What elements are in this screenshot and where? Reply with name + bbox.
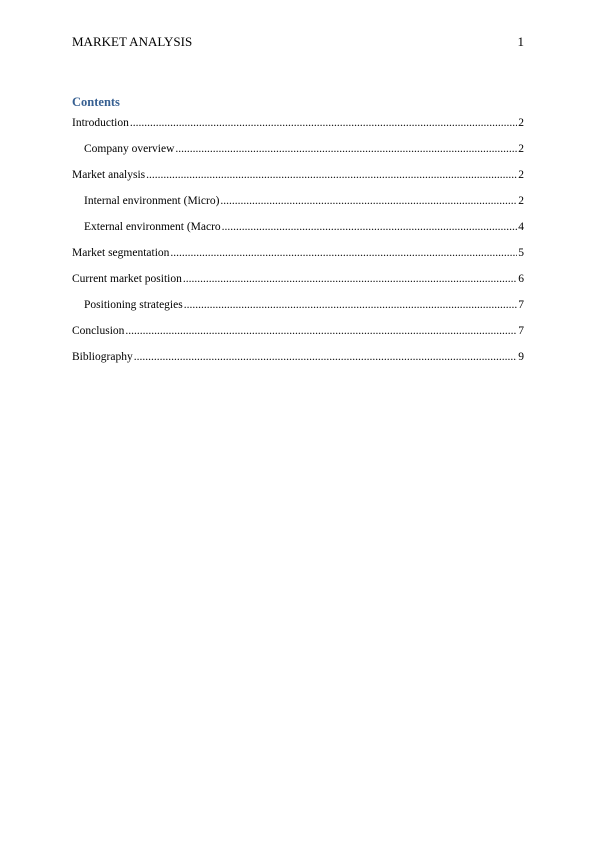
page-number: 1 — [517, 34, 524, 49]
toc-entry-market-segmentation[interactable] — [72, 246, 524, 272]
toc-leader-dots — [125, 324, 517, 338]
toc-entry-text: External environment (Macro — [84, 221, 221, 233]
toc-entry-page: 4 — [518, 221, 524, 233]
page-header — [72, 34, 524, 50]
toc-entry-page: 7 — [518, 325, 524, 337]
toc-entry-external-environment[interactable] — [72, 220, 524, 246]
toc-entry-conclusion[interactable] — [72, 324, 524, 350]
toc-leader-dots — [170, 246, 517, 260]
toc-leader-dots — [146, 168, 517, 182]
toc-leader-dots — [220, 194, 517, 208]
toc-entry-page: 2 — [518, 169, 524, 181]
toc-heading: Contents — [72, 95, 120, 109]
toc-entry-current-market-position[interactable] — [72, 272, 524, 298]
toc-leader-dots — [175, 142, 517, 156]
running-head-title: MARKET ANALYSIS — [72, 34, 193, 49]
toc-leader-dots — [222, 220, 518, 234]
toc-entry-introduction[interactable] — [72, 116, 524, 142]
toc-entry-page: 2 — [518, 117, 524, 129]
toc-entry-internal-environment[interactable] — [72, 194, 524, 220]
toc-entry-page: 9 — [518, 351, 524, 363]
toc-entry-text: Market segmentation — [72, 247, 170, 259]
toc-leader-dots — [134, 350, 518, 364]
toc-entry-text: Introduction — [72, 117, 129, 129]
toc-entry-text: Conclusion — [72, 325, 125, 337]
toc-entry-bibliography[interactable] — [72, 350, 524, 376]
toc-entry-text: Internal environment (Micro) — [84, 195, 220, 207]
toc-entry-text: Current market position — [72, 273, 182, 285]
toc-entry-page: 6 — [518, 273, 524, 285]
toc-entry-text: Bibliography — [72, 351, 133, 363]
toc-entry-page: 7 — [518, 299, 524, 311]
toc-entry-market-analysis[interactable] — [72, 168, 524, 194]
toc-entry-text: Market analysis — [72, 169, 146, 181]
table-of-contents — [72, 116, 524, 376]
toc-leader-dots — [183, 272, 517, 286]
toc-entry-text: Company overview — [84, 143, 175, 155]
toc-entry-page: 2 — [518, 143, 524, 155]
toc-entry-text: Positioning strategies — [84, 299, 183, 311]
toc-leader-dots — [184, 298, 518, 312]
toc-leader-dots — [130, 116, 517, 130]
toc-entry-positioning-strategies[interactable] — [72, 298, 524, 324]
toc-entry-page: 5 — [518, 247, 524, 259]
toc-entry-company-overview[interactable] — [72, 142, 524, 168]
toc-entry-page: 2 — [518, 195, 524, 207]
